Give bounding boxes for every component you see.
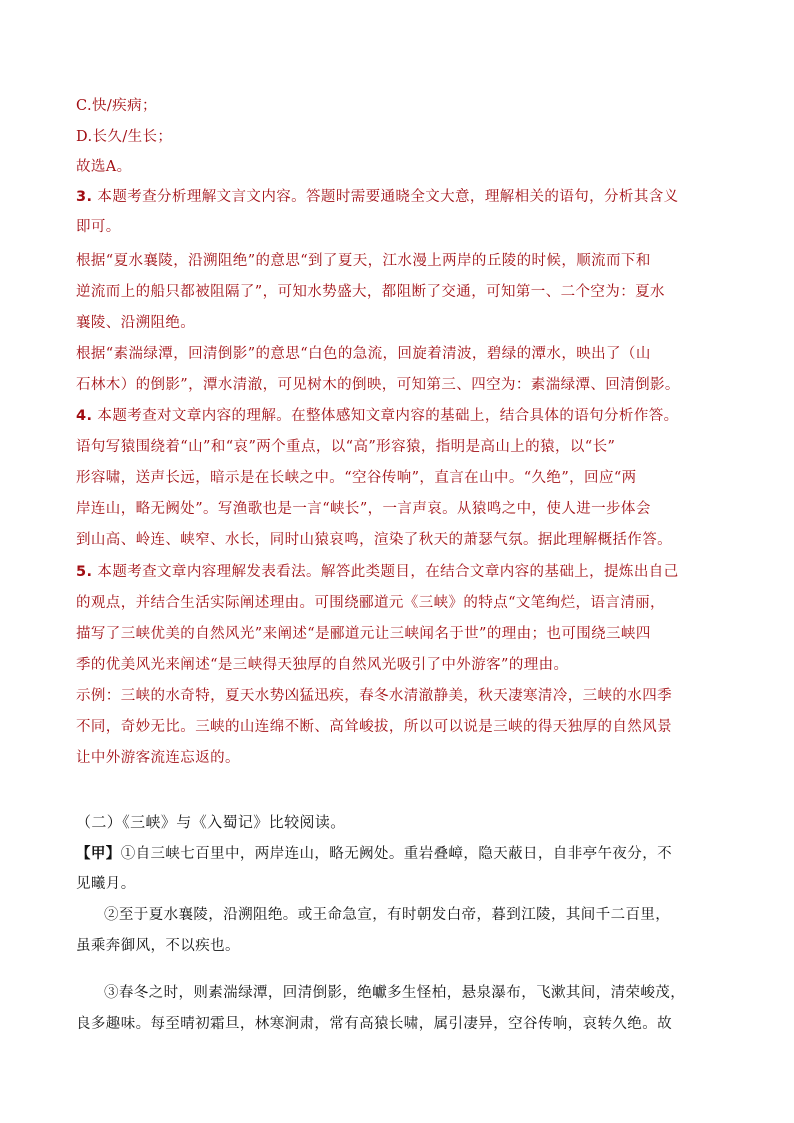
q4-text-1: 本题考查对文章内容的理解。在整体感知文章内容的基础上，结合具体的语句分析作答。 [97,408,679,424]
q5-line-4: 季的优美风光来阐述“是三峡得天独厚的自然风光吸引了中外游客”的理由。 [76,657,569,673]
option-c-line: C.快/疾病； [76,98,157,114]
q4-number: 4. [76,408,93,424]
q3-text-1: 本题考查分析理解文言文内容。答题时需要通晓全文大意，理解相关的语句，分析其含义 [97,189,679,205]
q4-line-4: 岸连山，略无阙处”。写渔歌也是一言“峡长”，一言声哀。从猿鸣之中，使人进一步体会 [76,501,651,517]
section-heading: （二）《三峡》与《入蜀记》比较阅读。 [76,813,346,831]
q5-number: 5. [76,564,93,580]
q5-line-5: 示例：三峡的水奇特，夏天水势凶猛迅疾，春冬水清澈静美，秋天凄寒清冷，三峡的水四季 [76,688,672,704]
q5-text-1: 本题考查文章内容理解发表看法。解答此类题目，在结合文章内容的基础上，提炼出自己 [97,564,679,580]
q5-line-6: 不同，奇妙无比。三峡的山连绵不断、高耸峻拔，所以可以说是三峡的得天独厚的自然风景 [76,719,672,735]
q3-number: 3. [76,189,93,205]
jia-para-1-text: ①自三峡七百里中，两岸连山，略无阙处。重岩叠嶂，隐天蔽日，自非亭午夜分，不 [120,846,672,862]
jia-para-1-line-2: 见曦月。 [76,876,136,892]
q5-line-3: 描写了三峡优美的自然风光”来阐述“是郦道元让三峡闻名于世”的理由；也可围绕三峡四 [76,626,651,642]
q5-line-7: 让中外游客流连忘返的。 [76,750,240,766]
jia-para-3-line-2: 良多趣味。每至晴初霜旦，林寒涧肃，常有高猿长啸，属引凄异，空谷传响，哀转久绝。故 [76,1016,672,1032]
q4-line-3: 形容啸，送声长远，暗示是在长峡之中。“空谷传响”，直言在山中。“久绝”，回应“两 [76,470,637,486]
answer-choice: 故选A。 [76,159,132,175]
q4-line-5: 到山高、岭连、峡窄、水长，同时山猿哀鸣，渲染了秋天的萧瑟气氛。据此理解概括作答。 [76,532,672,548]
jia-para-2-line-2: 虽乘奔御风，不以疾也。 [76,938,240,954]
jia-para-3-line-1: ③春冬之时，则素湍绿潭，回清倒影，绝巘多生怪柏，悬泉瀑布，飞漱其间，清荣峻茂， [104,985,686,1001]
q3-line-4: 逆流而上的船只都被阻隔了”，可知水势盛大，都阻断了交通，可知第一、二个空为：夏水 [76,284,665,300]
jia-label: 【甲】 [76,845,121,862]
option-d-line: D.长久/生长； [76,129,173,145]
q5-line-2: 的观点，并结合生活实际阐述理由。可围绕郦道元《三峡》的特点“文笔绚烂，语言清丽， [76,595,665,611]
q5-line-1 [76,562,736,582]
q3-line-7: 石林木）的倒影”，潭水清澈，可见树木的倒映，可知第三、四空为：素湍绿潭、回清倒影。 [76,377,680,393]
q4-line-1 [76,406,736,426]
q3-line-1 [76,187,736,207]
q4-line-2: 语句写猿围绕着“山”和“哀”两个重点，以“高”形容猿，指明是高山上的猿，以“长” [76,439,616,455]
q3-line-5: 襄陵、沿溯阻绝。 [76,315,196,331]
jia-para-1-line-1 [76,844,736,864]
q3-line-6: 根据“素湍绿潭，回清倒影”的意思“白色的急流，回旋着清波，碧绿的潭水，映出了（山 [76,346,651,362]
q3-line-3: 根据“夏水襄陵，沿溯阻绝”的意思“到了夏天，江水漫上两岸的丘陵的时候，顺流而下和 [76,253,651,269]
jia-para-2-line-1: ②至于夏水襄陵，沿溯阻绝。或王命急宣，有时朝发白帝，暮到江陵，其间千二百里， [104,907,671,923]
q3-line-2: 即可。 [76,219,121,235]
